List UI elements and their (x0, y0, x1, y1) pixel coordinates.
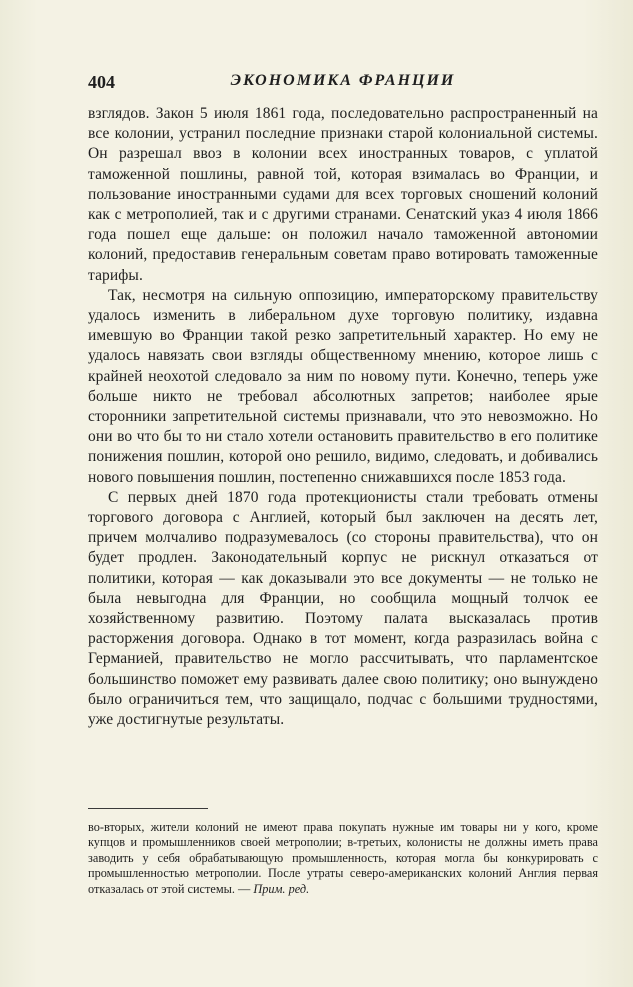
main-text (88, 104, 598, 730)
paragraph-1: взглядов. Закон 5 июля 1861 года, последовательно распространенный на все колонии, устранил последние признаки старой колониальной системы. Он разрешал ввоз в колонии всех иностранных товаров, с уплатой таможенной пошлины, равной той, которая взималась во Франции, и пользование иностранными судами для всех торговых сношений колоний как с метрополией, так и с другими странами. Сенатский указ 4 июля 1866 года пошел еще дальше: он положил начало таможенной автономии колоний, предоставив генеральным советам право вотировать таможенные тарифы. (88, 105, 598, 284)
page-header (88, 66, 598, 96)
paragraph-2: Так, несмотря на сильную оппозицию, императорскому правительству удалось изменить в либеральном духе торговую политику, издавна имевшую во Франции такой резко запретительный характер. Но ему не удалось навязать свои взгляды общественному мнению, которое лишь с крайней неохотой следовало за ним по новому пути. Конечно, теперь уже больше никто не требовал абсолютных запретов; наиболее ярые сторонники запретительной системы признавали, что это невозможно. Но они во что бы то ни стало хотели остановить правительство в его политике понижения пошлин, которой оно решило, видимо, следовать, и добивались нового повышения пошлин, постепенно снижавшихся после 1853 года. (88, 286, 598, 486)
footnote-text: во-вторых, жители колоний не имеют права покупать нужные им товары ни у кого, кроме купцов и промышленников своей метрополии; в-третьих, колонисты не должны иметь права заводить у себя обрабатывающую промышленность, которая могла бы конкурировать с промышленностью метрополии. После утраты северо-американских колоний Англия первая отказалась от этой системы. — (88, 820, 598, 896)
footnote-divider (88, 808, 208, 809)
running-title: ЭКОНОМИКА ФРАНЦИИ (230, 72, 456, 89)
footnote (88, 820, 598, 897)
editor-note-label: Прим. ред. (253, 881, 310, 896)
page-number: 404 (88, 72, 115, 92)
paragraph-3: С первых дней 1870 года протекционисты стали требовать отмены торгового договора с Англией, который был заключен на десять лет, причем молчаливо подразумевалось (со стороны правительства), что он будет продлен. Законодательный корпус не рискнул отказаться от политики, которая — как доказывали это все документы — не только не была невыгодна для Франции, но сообщила мощный толчок ее хозяйственному развитию. Поэтому палата высказалась против расторжения договора. Однако в тот момент, когда разразилась война с Германией, правительство не могло рассчитывать, что парламентское большинство поможет ему развивать далее свою политику; оно вынуждено было ограничиться тем, что защищало, подчас с большими трудностями, уже достигнутые результаты. (88, 488, 598, 729)
